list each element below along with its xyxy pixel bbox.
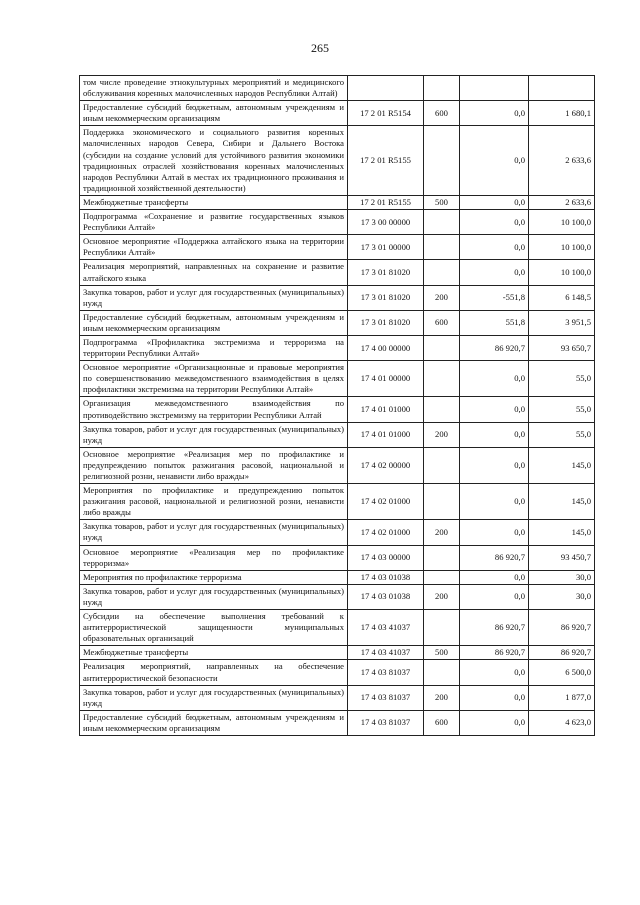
- row-change-amount-cell: 0,0: [460, 195, 529, 209]
- row-total-amount-cell: 2 633,6: [529, 195, 595, 209]
- row-code-cell: 17 4 02 01000: [348, 520, 424, 545]
- row-name-cell: Организация межведомственного взаимодействия по противодействию экстремизму на территории Республики Алтай: [80, 397, 348, 422]
- row-code-cell: 17 4 00 00000: [348, 335, 424, 360]
- row-total-amount-cell: 1 680,1: [529, 101, 595, 126]
- row-total-amount-cell: 93 450,7: [529, 545, 595, 570]
- page-number: 265: [311, 41, 329, 55]
- row-total-amount-cell: 30,0: [529, 570, 595, 584]
- row-expense-type-cell: [424, 397, 460, 422]
- row-name-cell: Поддержка экономического и социального развития коренных малочисленных народов Севера, Сибири и Дальнего Востока (субсидии на создание условий для устойчивого развития экономики традиционных отраслей хозяйствования коренных малочисленных народов Республики Алтай в местах их традиционного проживания и традиционной хозяйственной деятельности): [80, 126, 348, 196]
- row-expense-type-cell: [424, 610, 460, 646]
- row-expense-type-cell: 600: [424, 101, 460, 126]
- row-code-cell: 17 4 02 00000: [348, 447, 424, 483]
- table-row: [80, 335, 595, 360]
- row-name-cell: Подпрограмма «Профилактика экстремизма и терроризма на территории Республики Алтай»: [80, 335, 348, 360]
- table-row: [80, 570, 595, 584]
- table-row: [80, 195, 595, 209]
- row-name-cell: Основное мероприятие «Реализация мер по профилактике терроризма»: [80, 545, 348, 570]
- table-row: [80, 685, 595, 710]
- row-name-cell: Мероприятия по профилактике и предупреждению попыток разжигания расовой, национальной и религиозной розни, ненависти либо вражды: [80, 484, 348, 520]
- row-expense-type-cell: [424, 361, 460, 397]
- row-change-amount-cell: 0,0: [460, 584, 529, 609]
- row-change-amount-cell: 0,0: [460, 447, 529, 483]
- row-code-cell: 17 4 01 01000: [348, 422, 424, 447]
- row-name-cell: Предоставление субсидий бюджетным, автономным учреждениям и иным некоммерческим организациям: [80, 101, 348, 126]
- row-total-amount-cell: 4 623,0: [529, 710, 595, 735]
- row-name-cell: Основное мероприятие «Организационные и правовые мероприятия по совершенствованию межведомственного взаимодействия в целях профилактики экстремизма на территории Республики Алтай»: [80, 361, 348, 397]
- table-row: [80, 235, 595, 260]
- row-expense-type-cell: [424, 210, 460, 235]
- row-code-cell: 17 3 01 00000: [348, 235, 424, 260]
- row-name-cell: Подпрограмма «Сохранение и развитие государственных языков Республики Алтай»: [80, 210, 348, 235]
- row-change-amount-cell: 0,0: [460, 101, 529, 126]
- row-code-cell: [348, 76, 424, 101]
- row-change-amount-cell: 0,0: [460, 260, 529, 285]
- row-expense-type-cell: 500: [424, 646, 460, 660]
- table-row: [80, 260, 595, 285]
- table-row: [80, 76, 595, 101]
- table-row: [80, 422, 595, 447]
- row-code-cell: 17 2 01 R5155: [348, 126, 424, 196]
- row-code-cell: 17 4 03 41037: [348, 646, 424, 660]
- row-code-cell: 17 4 01 01000: [348, 397, 424, 422]
- row-expense-type-cell: 200: [424, 422, 460, 447]
- row-change-amount-cell: 551,8: [460, 310, 529, 335]
- table-row: [80, 545, 595, 570]
- table-row: [80, 520, 595, 545]
- row-expense-type-cell: 200: [424, 584, 460, 609]
- row-expense-type-cell: [424, 447, 460, 483]
- row-name-cell: Закупка товаров, работ и услуг для государственных (муниципальных) нужд: [80, 285, 348, 310]
- row-change-amount-cell: 0,0: [460, 484, 529, 520]
- row-name-cell: Основное мероприятие «Поддержка алтайского языка на территории Республики Алтай»: [80, 235, 348, 260]
- row-change-amount-cell: 0,0: [460, 520, 529, 545]
- row-code-cell: 17 4 03 01038: [348, 584, 424, 609]
- row-expense-type-cell: 500: [424, 195, 460, 209]
- row-total-amount-cell: 86 920,7: [529, 646, 595, 660]
- row-total-amount-cell: 6 148,5: [529, 285, 595, 310]
- row-code-cell: 17 2 01 R5155: [348, 195, 424, 209]
- row-total-amount-cell: 145,0: [529, 484, 595, 520]
- table-row: [80, 101, 595, 126]
- row-change-amount-cell: 86 920,7: [460, 646, 529, 660]
- row-code-cell: 17 4 03 01038: [348, 570, 424, 584]
- row-total-amount-cell: 30,0: [529, 584, 595, 609]
- row-change-amount-cell: 0,0: [460, 126, 529, 196]
- table-row: [80, 710, 595, 735]
- row-code-cell: 17 2 01 R5154: [348, 101, 424, 126]
- row-total-amount-cell: 145,0: [529, 520, 595, 545]
- table-row: [80, 285, 595, 310]
- row-expense-type-cell: [424, 235, 460, 260]
- row-total-amount-cell: 6 500,0: [529, 660, 595, 685]
- table-row: [80, 610, 595, 646]
- row-name-cell: Межбюджетные трансферты: [80, 646, 348, 660]
- row-total-amount-cell: 10 100,0: [529, 260, 595, 285]
- row-expense-type-cell: [424, 660, 460, 685]
- row-name-cell: Межбюджетные трансферты: [80, 195, 348, 209]
- row-total-amount-cell: 2 633,6: [529, 126, 595, 196]
- row-name-cell: Реализация мероприятий, направленных на сохранение и развитие алтайского языка: [80, 260, 348, 285]
- table-row: [80, 210, 595, 235]
- row-expense-type-cell: [424, 545, 460, 570]
- row-total-amount-cell: 145,0: [529, 447, 595, 483]
- row-expense-type-cell: [424, 570, 460, 584]
- row-change-amount-cell: 0,0: [460, 210, 529, 235]
- row-expense-type-cell: [424, 126, 460, 196]
- row-expense-type-cell: [424, 76, 460, 101]
- budget-table: [79, 75, 595, 736]
- row-change-amount-cell: -551,8: [460, 285, 529, 310]
- row-change-amount-cell: 0,0: [460, 710, 529, 735]
- row-total-amount-cell: 10 100,0: [529, 235, 595, 260]
- row-code-cell: 17 4 02 01000: [348, 484, 424, 520]
- row-expense-type-cell: 200: [424, 285, 460, 310]
- row-name-cell: Основное мероприятие «Реализация мер по профилактике и предупреждению попыток разжигания расовой, национальной и религиозной розни, ненависти либо вражды»: [80, 447, 348, 483]
- table-row: [80, 310, 595, 335]
- row-code-cell: 17 3 00 00000: [348, 210, 424, 235]
- row-name-cell: том числе проведение этнокультурных мероприятий и медицинского обслуживания коренных малочисленных народов Республики Алтай): [80, 76, 348, 101]
- row-expense-type-cell: [424, 260, 460, 285]
- row-name-cell: Закупка товаров, работ и услуг для государственных (муниципальных) нужд: [80, 422, 348, 447]
- row-total-amount-cell: 3 951,5: [529, 310, 595, 335]
- row-change-amount-cell: 0,0: [460, 660, 529, 685]
- row-change-amount-cell: 0,0: [460, 685, 529, 710]
- row-total-amount-cell: 93 650,7: [529, 335, 595, 360]
- row-name-cell: Предоставление субсидий бюджетным, автономным учреждениям и иным некоммерческим организациям: [80, 710, 348, 735]
- row-expense-type-cell: 600: [424, 310, 460, 335]
- row-change-amount-cell: 0,0: [460, 361, 529, 397]
- table-row: [80, 126, 595, 196]
- row-total-amount-cell: 55,0: [529, 422, 595, 447]
- row-expense-type-cell: [424, 484, 460, 520]
- row-total-amount-cell: 55,0: [529, 361, 595, 397]
- row-name-cell: Предоставление субсидий бюджетным, автономным учреждениям и иным некоммерческим организациям: [80, 310, 348, 335]
- row-change-amount-cell: 86 920,7: [460, 610, 529, 646]
- row-total-amount-cell: 1 877,0: [529, 685, 595, 710]
- row-change-amount-cell: 0,0: [460, 397, 529, 422]
- row-code-cell: 17 3 01 81020: [348, 310, 424, 335]
- row-code-cell: 17 4 01 00000: [348, 361, 424, 397]
- budget-table-body: [80, 76, 595, 736]
- table-row: [80, 646, 595, 660]
- table-row: [80, 397, 595, 422]
- table-row: [80, 484, 595, 520]
- table-row: [80, 584, 595, 609]
- row-change-amount-cell: 86 920,7: [460, 335, 529, 360]
- row-total-amount-cell: 55,0: [529, 397, 595, 422]
- row-change-amount-cell: 86 920,7: [460, 545, 529, 570]
- row-code-cell: 17 4 03 81037: [348, 685, 424, 710]
- row-code-cell: 17 4 03 41037: [348, 610, 424, 646]
- row-expense-type-cell: 200: [424, 520, 460, 545]
- row-name-cell: Закупка товаров, работ и услуг для государственных (муниципальных) нужд: [80, 685, 348, 710]
- row-expense-type-cell: 200: [424, 685, 460, 710]
- row-expense-type-cell: [424, 335, 460, 360]
- row-code-cell: 17 4 03 00000: [348, 545, 424, 570]
- row-change-amount-cell: 0,0: [460, 422, 529, 447]
- row-code-cell: 17 3 01 81020: [348, 260, 424, 285]
- row-name-cell: Субсидии на обеспечение выполнения требований к антитеррористической защищенности муниципальных образовательных организаций: [80, 610, 348, 646]
- row-change-amount-cell: 0,0: [460, 570, 529, 584]
- row-name-cell: Закупка товаров, работ и услуг для государственных (муниципальных) нужд: [80, 520, 348, 545]
- row-name-cell: Закупка товаров, работ и услуг для государственных (муниципальных) нужд: [80, 584, 348, 609]
- row-name-cell: Мероприятия по профилактике терроризма: [80, 570, 348, 584]
- table-row: [80, 447, 595, 483]
- row-change-amount-cell: 0,0: [460, 235, 529, 260]
- row-code-cell: 17 4 03 81037: [348, 710, 424, 735]
- row-expense-type-cell: 600: [424, 710, 460, 735]
- table-row: [80, 660, 595, 685]
- row-total-amount-cell: 10 100,0: [529, 210, 595, 235]
- row-code-cell: 17 3 01 81020: [348, 285, 424, 310]
- row-total-amount-cell: 86 920,7: [529, 610, 595, 646]
- row-name-cell: Реализация мероприятий, направленных на обеспечение антитеррористической безопасности: [80, 660, 348, 685]
- table-row: [80, 361, 595, 397]
- row-total-amount-cell: [529, 76, 595, 101]
- row-change-amount-cell: [460, 76, 529, 101]
- row-code-cell: 17 4 03 81037: [348, 660, 424, 685]
